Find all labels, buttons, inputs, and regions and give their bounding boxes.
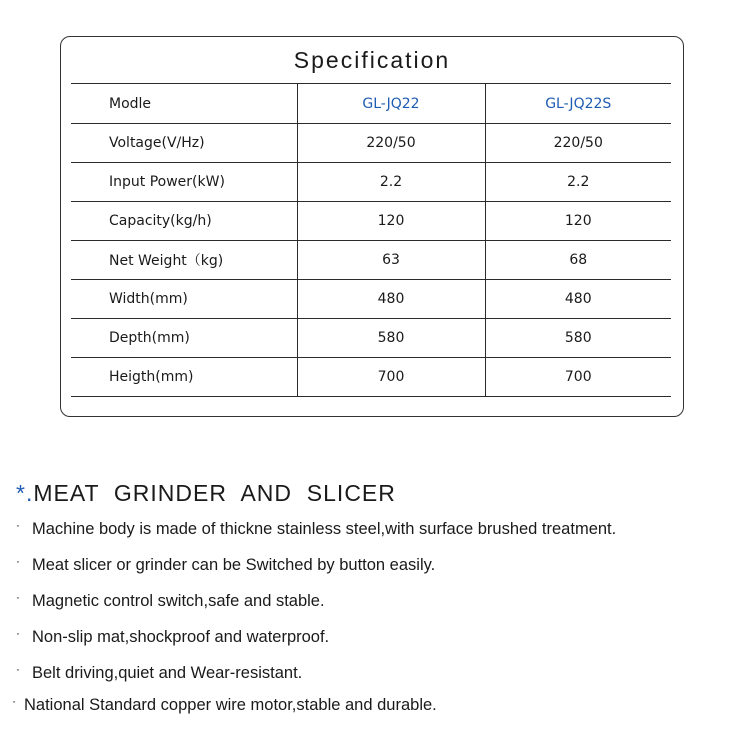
feature-text: Belt driving,quiet and Wear-resistant. bbox=[32, 664, 303, 682]
list-item bbox=[16, 520, 616, 539]
row-label: Voltage(V/Hz) bbox=[71, 124, 297, 163]
table-row bbox=[71, 319, 671, 358]
spec-title: Specification bbox=[293, 47, 451, 73]
list-item bbox=[12, 696, 437, 715]
feature-text: Machine body is made of thickne stainless steel,with surface brushed treatment. bbox=[32, 520, 617, 538]
feature-text: National Standard copper wire motor,stable and durable. bbox=[24, 696, 437, 714]
table-row bbox=[71, 280, 671, 319]
bullet-icon: · bbox=[16, 662, 20, 676]
row-value-a: 580 bbox=[297, 319, 485, 358]
table-row bbox=[71, 241, 671, 280]
feature-text: Magnetic control switch,safe and stable. bbox=[32, 592, 325, 610]
row-value-b: 220/50 bbox=[485, 124, 671, 163]
feature-text: Non-slip mat,shockproof and waterproof. bbox=[32, 628, 330, 646]
row-value-a: 220/50 bbox=[297, 124, 485, 163]
row-label: Heigth(mm) bbox=[71, 358, 297, 397]
section-heading bbox=[16, 480, 396, 507]
row-value-a: 480 bbox=[297, 280, 485, 319]
bullet-icon: · bbox=[12, 694, 16, 708]
list-item bbox=[16, 628, 329, 647]
table-row bbox=[71, 124, 671, 163]
table-row bbox=[71, 163, 671, 202]
bullet-icon: · bbox=[16, 590, 20, 604]
row-label: Capacity(kg/h) bbox=[71, 202, 297, 241]
bullet-icon: · bbox=[16, 518, 20, 532]
feature-text: Meat slicer or grinder can be Switched by button easily. bbox=[32, 556, 436, 574]
row-value-b: 700 bbox=[485, 358, 671, 397]
specification-panel bbox=[60, 36, 684, 417]
list-item bbox=[16, 556, 435, 575]
row-value-a: 120 bbox=[297, 202, 485, 241]
spec-table bbox=[71, 83, 671, 397]
table-header-row bbox=[71, 84, 671, 124]
row-value-b: 480 bbox=[485, 280, 671, 319]
heading-marker: *. bbox=[16, 480, 34, 506]
row-label: Width(mm) bbox=[71, 280, 297, 319]
list-item bbox=[16, 592, 325, 611]
row-value-a: 2.2 bbox=[297, 163, 485, 202]
bullet-icon: · bbox=[16, 554, 20, 568]
row-value-a: 63 bbox=[297, 241, 485, 280]
model-b-name: GL-JQ22S bbox=[485, 84, 671, 124]
bullet-icon: · bbox=[16, 626, 20, 640]
heading-text: MEAT GRINDER AND SLICER bbox=[33, 480, 396, 506]
list-item bbox=[16, 664, 302, 683]
header-label: Modle bbox=[71, 84, 297, 124]
model-a-name: GL-JQ22 bbox=[297, 84, 485, 124]
row-value-b: 120 bbox=[485, 202, 671, 241]
row-label: Net Weight（kg) bbox=[71, 241, 297, 280]
table-row bbox=[71, 358, 671, 397]
row-value-a: 700 bbox=[297, 358, 485, 397]
row-value-b: 2.2 bbox=[485, 163, 671, 202]
row-label: Input Power(kW) bbox=[71, 163, 297, 202]
row-label: Depth(mm) bbox=[71, 319, 297, 358]
table-row bbox=[71, 202, 671, 241]
row-value-b: 68 bbox=[485, 241, 671, 280]
row-value-b: 580 bbox=[485, 319, 671, 358]
